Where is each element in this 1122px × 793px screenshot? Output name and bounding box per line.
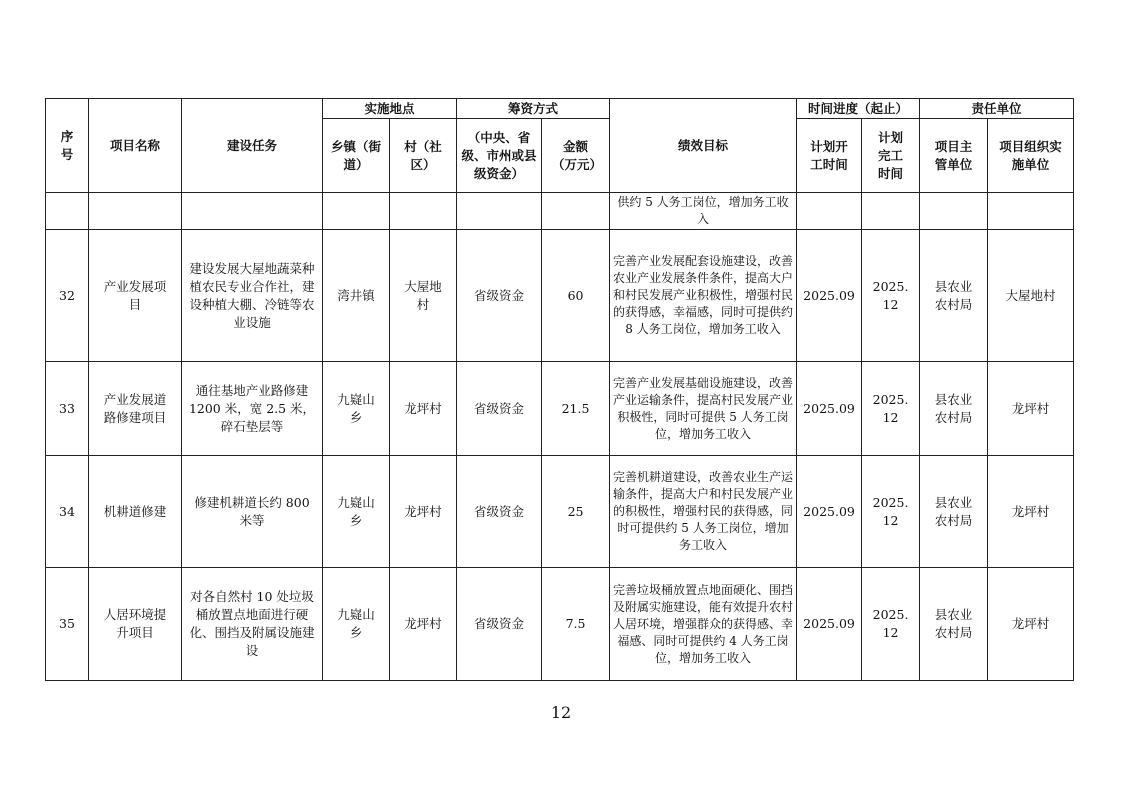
cell-seq: 33 <box>46 362 89 456</box>
cell-amount: 60 <box>542 230 610 362</box>
table-row <box>46 568 1074 681</box>
cell-start-time: 2025.09 <box>797 230 862 362</box>
cell-amount <box>542 193 610 230</box>
header-funding: 筹资方式 <box>457 99 610 119</box>
cell-town: 九嶷山乡 <box>323 362 390 456</box>
cell-village: 龙坪村 <box>390 568 457 681</box>
cell-seq: 32 <box>46 230 89 362</box>
header-end-time: 计划完工时间 <box>862 119 920 193</box>
cell-amount: 25 <box>542 456 610 568</box>
table-row <box>46 230 1074 362</box>
cell-project-name: 产业发展项目 <box>89 230 182 362</box>
table-row-continuation <box>46 193 1074 230</box>
header-amount: 金额（万元） <box>542 119 610 193</box>
page-number: 12 <box>550 703 572 722</box>
cell-supervisor-unit <box>920 193 988 230</box>
cell-supervisor-unit: 县农业农村局 <box>920 568 988 681</box>
cell-village <box>390 193 457 230</box>
cell-construction-task: 修建机耕道长约 800 米等 <box>182 456 323 568</box>
cell-implementer-unit: 龙坪村 <box>988 362 1074 456</box>
header-fund-source: （中央、省级、市州或县级资金） <box>457 119 542 193</box>
cell-construction-task: 对各自然村 10 处垃圾桶放置点地面进行硬化、围挡及附属设施建设 <box>182 568 323 681</box>
cell-construction-task: 建设发展大屋地蔬菜种植农民专业合作社，建设种植大棚、冷链等农业设施 <box>182 230 323 362</box>
header-supervisor-unit: 项目主管单位 <box>920 119 988 193</box>
cell-start-time: 2025.09 <box>797 568 862 681</box>
cell-seq: 35 <box>46 568 89 681</box>
cell-implementer-unit <box>988 193 1074 230</box>
cell-fund-source: 省级资金 <box>457 362 542 456</box>
header-start-time: 计划开工时间 <box>797 119 862 193</box>
cell-project-name: 人居环境提升项目 <box>89 568 182 681</box>
cell-seq <box>46 193 89 230</box>
header-village: 村（社区） <box>390 119 457 193</box>
table-row <box>46 456 1074 568</box>
cell-village: 大屋地村 <box>390 230 457 362</box>
cell-end-time: 2025.12 <box>862 456 920 568</box>
project-table <box>45 98 1074 681</box>
cell-supervisor-unit: 县农业农村局 <box>920 456 988 568</box>
cell-performance-goal: 供约 5 人务工岗位，增加务工收入 <box>610 193 797 230</box>
cell-performance-goal: 完善机耕道建设，改善农业生产运输条件，提高大户和村民发展产业的积极性，增强村民的获得感，同时可提供约 5 人务工岗位，增加务工收入 <box>610 456 797 568</box>
cell-end-time: 2025.12 <box>862 230 920 362</box>
cell-performance-goal: 完善产业发展基础设施建设，改善产业运输条件，提高村民发展产业积极性，同时可提供 5 人务工岗位，增加务工收入 <box>610 362 797 456</box>
cell-fund-source: 省级资金 <box>457 568 542 681</box>
table-row <box>46 362 1074 456</box>
cell-amount: 21.5 <box>542 362 610 456</box>
cell-fund-source: 省级资金 <box>457 230 542 362</box>
cell-village: 龙坪村 <box>390 456 457 568</box>
cell-village: 龙坪村 <box>390 362 457 456</box>
cell-town: 湾井镇 <box>323 230 390 362</box>
header-responsible-unit: 责任单位 <box>920 99 1074 119</box>
cell-town <box>323 193 390 230</box>
cell-seq: 34 <box>46 456 89 568</box>
cell-supervisor-unit: 县农业农村局 <box>920 362 988 456</box>
cell-fund-source <box>457 193 542 230</box>
header-project-name: 项目名称 <box>89 99 182 193</box>
header-seq: 序号 <box>46 99 89 193</box>
cell-implementer-unit: 龙坪村 <box>988 568 1074 681</box>
cell-construction-task <box>182 193 323 230</box>
header-schedule: 时间进度（起止） <box>797 99 920 119</box>
cell-performance-goal: 完善产业发展配套设施建设，改善农业产业发展条件条件，提高大户和村民发展产业积极性，增强村民的获得感，幸福感，同时可提供约 8 人务工岗位，增加务工收入 <box>610 230 797 362</box>
header-implementer-unit: 项目组织实施单位 <box>988 119 1074 193</box>
cell-end-time <box>862 193 920 230</box>
cell-end-time: 2025.12 <box>862 568 920 681</box>
header-town: 乡镇（街道） <box>323 119 390 193</box>
cell-start-time: 2025.09 <box>797 362 862 456</box>
cell-fund-source: 省级资金 <box>457 456 542 568</box>
cell-end-time: 2025.12 <box>862 362 920 456</box>
cell-performance-goal: 完善垃圾桶放置点地面硬化、围挡及附属实施建设，能有效提升农村人居环境，增强群众的获得感、幸福感、同时可提供约 4 人务工岗位，增加务工收入 <box>610 568 797 681</box>
cell-supervisor-unit: 县农业农村局 <box>920 230 988 362</box>
cell-implementer-unit: 龙坪村 <box>988 456 1074 568</box>
cell-town: 九嶷山乡 <box>323 456 390 568</box>
cell-town: 九嶷山乡 <box>323 568 390 681</box>
cell-start-time <box>797 193 862 230</box>
cell-construction-task: 通往基地产业路修建 1200 米，宽 2.5 米，碎石垫层等 <box>182 362 323 456</box>
header-construction-task: 建设任务 <box>182 99 323 193</box>
cell-amount: 7.5 <box>542 568 610 681</box>
cell-project-name: 产业发展道路修建项目 <box>89 362 182 456</box>
cell-project-name <box>89 193 182 230</box>
cell-implementer-unit: 大屋地村 <box>988 230 1074 362</box>
header-location: 实施地点 <box>323 99 457 119</box>
cell-project-name: 机耕道修建 <box>89 456 182 568</box>
header-performance-goal: 绩效目标 <box>610 99 797 193</box>
cell-start-time: 2025.09 <box>797 456 862 568</box>
